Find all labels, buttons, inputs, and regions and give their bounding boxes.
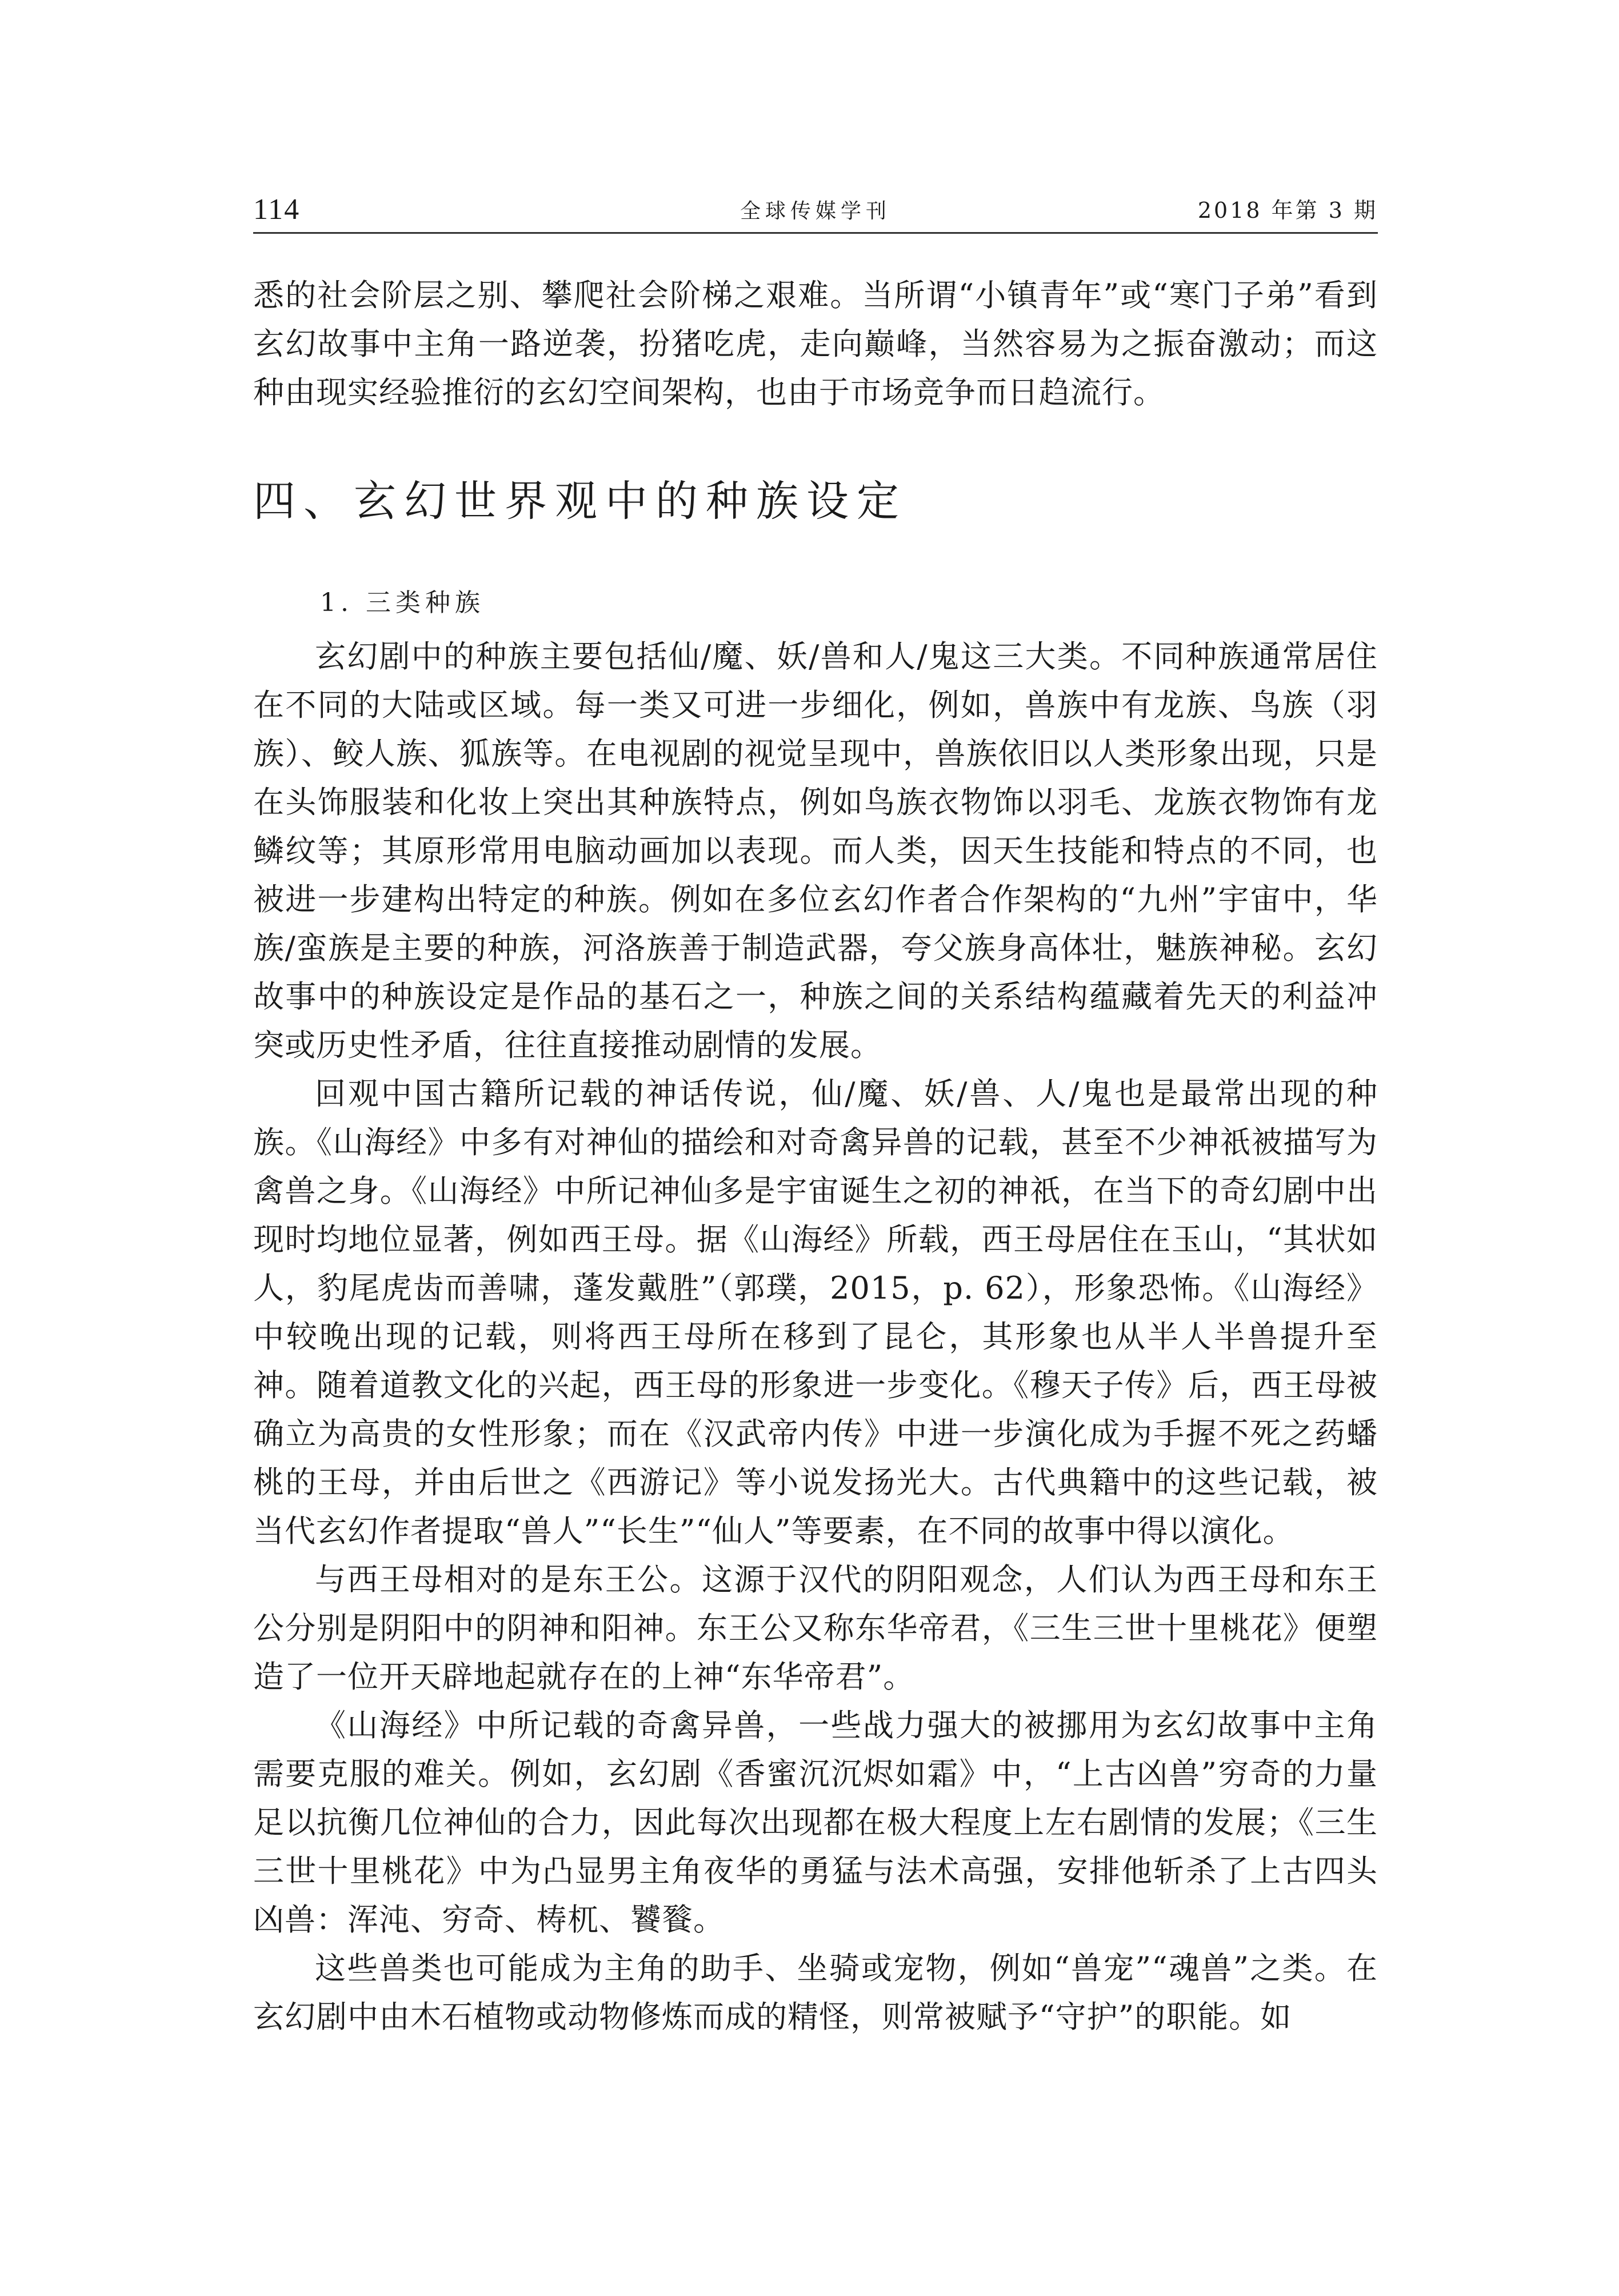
running-header [253, 189, 1378, 234]
journal-title: 全球传媒学刊 [739, 199, 891, 223]
section-title: 四、玄幻世界观中的种族设定 [253, 477, 907, 526]
section-body [253, 632, 1378, 2041]
body-paragraph-5: 这些兽类也可能成为主角的助手、坐骑或宠物，例如“兽宠”“魂兽”之类。在玄幻剧中由木石植物或动物修炼而成的精怪，则常被赋予“守护”的职能。如 [253, 1950, 1378, 2035]
subsection-title: 1. 三类种族 [320, 588, 485, 617]
intro-text-block [253, 271, 1378, 417]
body-paragraph-3: 与西王母相对的是东王公。这源于汉代的阴阳观念，人们认为西王母和东王公分别是阴阳中的阴神和阳神。东王公又称东华帝君，《三生三世十里桃花》便塑造了一位开天辟地起就存在的上神“东华帝君”。 [253, 1562, 1378, 1695]
body-paragraph-2: 回观中国古籍所记载的神话传说，仙/魔、妖/兽、人/鬼也是最常出现的种族。《山海经》中多有对神仙的描绘和对奇禽异兽的记载，甚至不少神祇被描写为禽兽之身。《山海经》中所记神仙多是宇宙诞生之初的神祇，在当下的奇幻剧中出现时均地位显著，例如西王母。据《山海经》所载，西王母居住在玉山，“其状如人，豹尾虎齿而善啸，蓬发戴胜”（郭璞，2015，p. 62），形象恐怖。《山海经》中较晚出现的记载，则将西王母所在移到了昆仑，其形象也从半人半兽提升至神。随着道教文化的兴起，西王母的形象进一步变化。《穆天子传》后，西王母被确立为高贵的女性形象；而在《汉武帝内传》中进一步演化成为手握不死之药蟠桃的王母，并由后世之《西游记》等小说发扬光大。古代典籍中的这些记载，被当代玄幻作者提取“兽人”“长生”“仙人”等要素，在不同的故事中得以演化。 [253, 1076, 1378, 1549]
body-paragraph-1: 玄幻剧中的种族主要包括仙/魔、妖/兽和人/鬼这三大类。不同种族通常居住在不同的大陆或区域。每一类又可进一步细化，例如，兽族中有龙族、鸟族（羽族）、鲛人族、狐族等。在电视剧的视觉呈现中，兽族依旧以人类形象出现，只是在头饰服装和化妆上突出其种族特点，例如鸟族衣物饰以羽毛、龙族衣物饰有龙鳞纹等；其原形常用电脑动画加以表现。而人类，因天生技能和特点的不同，也被进一步建构出特定的种族。例如在多位玄幻作者合作架构的“九州”宇宙中，华族/蛮族是主要的种族，河洛族善于制造武器，夸父族身高体壮，魅族神秘。玄幻故事中的种族设定是作品的基石之一，种族之间的关系结构蕴藏着先天的利益冲突或历史性矛盾，往往直接推动剧情的发展。 [253, 638, 1378, 1063]
issue-label: 2018 年第 3 期 [1197, 198, 1378, 223]
page-number: 114 [253, 193, 301, 226]
body-paragraph-4: 《山海经》中所记载的奇禽异兽，一些战力强大的被挪用为玄幻故事中主角需要克服的难关。例如，玄幻剧《香蜜沉沉烬如霜》中，“上古凶兽”穷奇的力量足以抗衡几位神仙的合力，因此每次出现都在极大程度上左右剧情的发展；《三生三世十里桃花》中为凸显男主角夜华的勇猛与法术高强，安排他斩杀了上古四头凶兽：浑沌、穷奇、梼杌、饕餮。 [253, 1707, 1378, 1938]
intro-paragraph: 悉的社会阶层之别、攀爬社会阶梯之艰难。当所谓“小镇青年”或“寒门子弟”看到玄幻故事中主角一路逆袭，扮猪吃虎，走向巅峰，当然容易为之振奋激动；而这种由现实经验推衍的玄幻空间架构，也由于市场竞争而日趋流行。 [253, 277, 1378, 410]
